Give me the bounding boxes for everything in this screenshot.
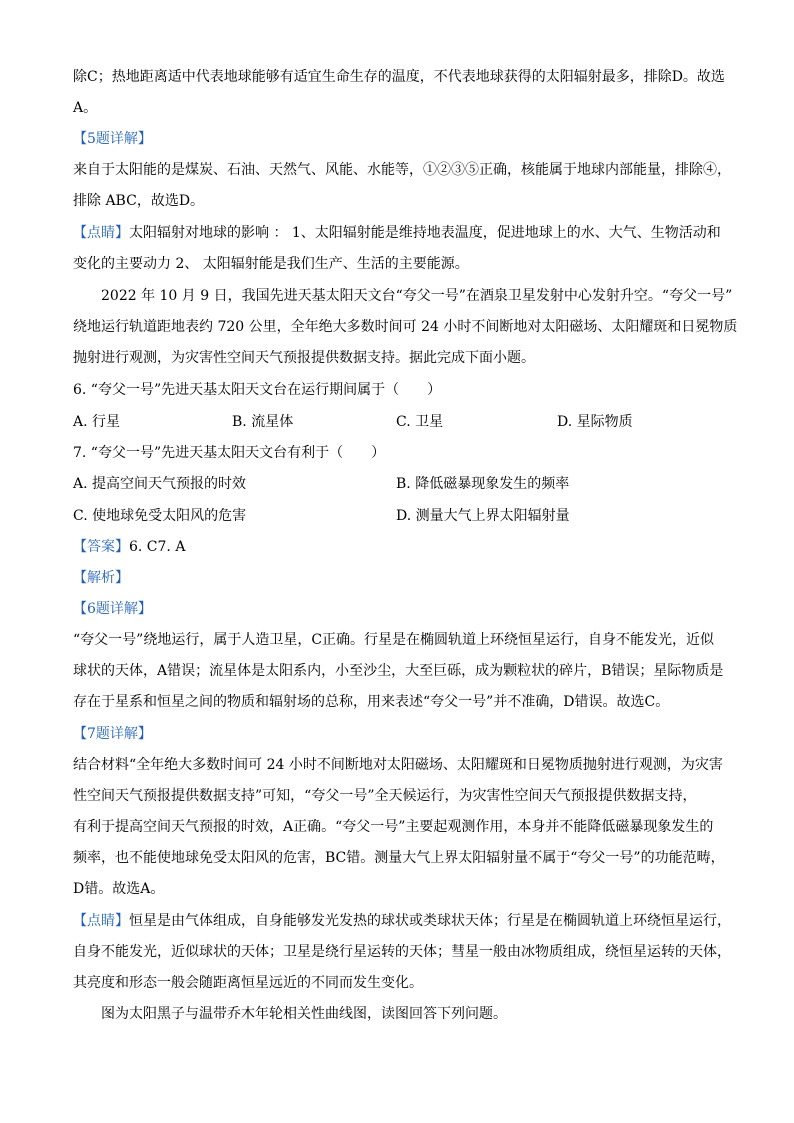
text-line: A。 bbox=[73, 100, 98, 116]
text-line: 绕地运行轨道距地表约 720 公里，全年绝大多数时间可 24 小时不间断地对太阳磁场、太阳耀斑和日冕物质 bbox=[73, 319, 738, 335]
question-6: 6. “夸父一号”先进天基太阳天文台在运行期间属于（ ） bbox=[73, 382, 442, 398]
option-c: C. 使地球免受太阳风的危害 bbox=[73, 508, 247, 524]
section-heading-q5: 【5题详解】 bbox=[73, 131, 152, 147]
text-line: 结合材料“全年绝大多数时间可 24 小时不间断地对太阳磁场、太阳耀斑和日冕物质抛射进行观测，为灾害 bbox=[73, 757, 723, 773]
question-7-options-row1 bbox=[73, 474, 723, 496]
text-line: 自身不能发光，近似球状的天体；卫星是绕行星运转的天体；彗星一般由冰物质组成，绕恒星运转的天体， bbox=[73, 944, 731, 960]
tip-tag: 【点睛】 bbox=[73, 225, 129, 241]
text-line: “夸父一号”绕地运行，属于人造卫星，C正确。行星是在椭圆轨道上环绕恒星运行，自身不能发光，近似 bbox=[73, 632, 715, 648]
tip-line bbox=[73, 911, 731, 933]
material-paragraph: 2022 年 10 月 9 日，我国先进天基太阳天文台“夸父一号”在酒泉卫星发射中心发射升空。“夸父一号” bbox=[101, 288, 733, 304]
answer-tag: 【答案】 bbox=[73, 539, 129, 555]
option-a: A. 提高空间天气预报的时效 bbox=[73, 476, 247, 492]
tip-text: 太阳辐射对地球的影响 ： 1、太阳辐射能是维持地表温度，促进地球上的水、大气、生物活动和 bbox=[129, 225, 721, 241]
text-line: 变化的主要动力 2、 太阳辐射能是我们生产、生活的主要能源。 bbox=[73, 256, 469, 272]
text-line: 性空间天气预报提供数据支持”可知，“夸父一号”全天候运行，为灾害性空间天气预报提供数据支持， bbox=[73, 788, 697, 804]
tip-tag: 【点睛】 bbox=[73, 913, 129, 929]
text-line: 球状的天体，A错误；流星体是太阳系内，小至沙尘，大至巨砾，成为颗粒状的碎片，B错误；星际物质是 bbox=[73, 663, 724, 679]
question-6-options bbox=[73, 412, 723, 434]
section-heading-q6: 【6题详解】 bbox=[73, 601, 152, 617]
text-line: 有利于提高空间天气预报的时效，A正确。“夸父一号”主要起观测作用，本身并不能降低磁暴现象发生的 bbox=[73, 819, 714, 835]
material-paragraph: 图为太阳黑子与温带乔木年轮相关性曲线图，读图回答下列问题。 bbox=[101, 1006, 507, 1022]
option-a: A. 行星 bbox=[73, 414, 121, 430]
text-line: 来自于太阳能的是煤炭、石油、天然气、风能、水能等，①②③⑤正确，核能属于地球内部能量，排除④， bbox=[73, 162, 731, 178]
text-line: D错。故选A。 bbox=[73, 881, 165, 897]
question-7-options-row2 bbox=[73, 506, 723, 528]
tip-line bbox=[73, 223, 723, 245]
text-line: 频率，也不能使地球免受太阳风的危害，BC错。测量大气上界太阳辐射量不属于“夸父一号”的功能范畴， bbox=[73, 850, 725, 866]
text-line: 排除 ABC，故选D。 bbox=[73, 193, 205, 209]
text-line: 存在于星系和恒星之间的物质和辐射场的总称，用来表述“夸父一号”并不准确，D错误。故选C。 bbox=[73, 694, 670, 710]
option-d: D. 测量大气上界太阳辐射量 bbox=[396, 508, 570, 524]
text-line: 除C；热地距离适中代表地球能够有适宜生命生存的温度，不代表地球获得的太阳辐射最多，排除D。故选 bbox=[73, 69, 725, 85]
analysis-heading: 【解析】 bbox=[73, 570, 129, 586]
section-heading-q7: 【7题详解】 bbox=[73, 726, 152, 742]
question-7: 7. “夸父一号”先进天基太阳天文台有利于（ ） bbox=[73, 445, 386, 461]
option-c: C. 卫星 bbox=[396, 414, 444, 430]
tip-text: 恒星是由气体组成，自身能够发光发热的球状或类球状天体；行星是在椭圆轨道上环绕恒星运行， bbox=[129, 913, 731, 929]
option-b: B. 降低磁暴现象发生的频率 bbox=[396, 476, 570, 492]
text-line: 抛射进行观测，为灾害性空间天气预报提供数据支持。据此完成下面小题。 bbox=[73, 350, 535, 366]
text-line: 其亮度和形态一般会随距离恒星远近的不同而发生变化。 bbox=[73, 975, 423, 991]
answer-line bbox=[73, 537, 723, 559]
option-d: D. 星际物质 bbox=[557, 414, 633, 430]
option-b: B. 流星体 bbox=[232, 414, 294, 430]
answer-value: 6. C7. A bbox=[129, 539, 186, 555]
